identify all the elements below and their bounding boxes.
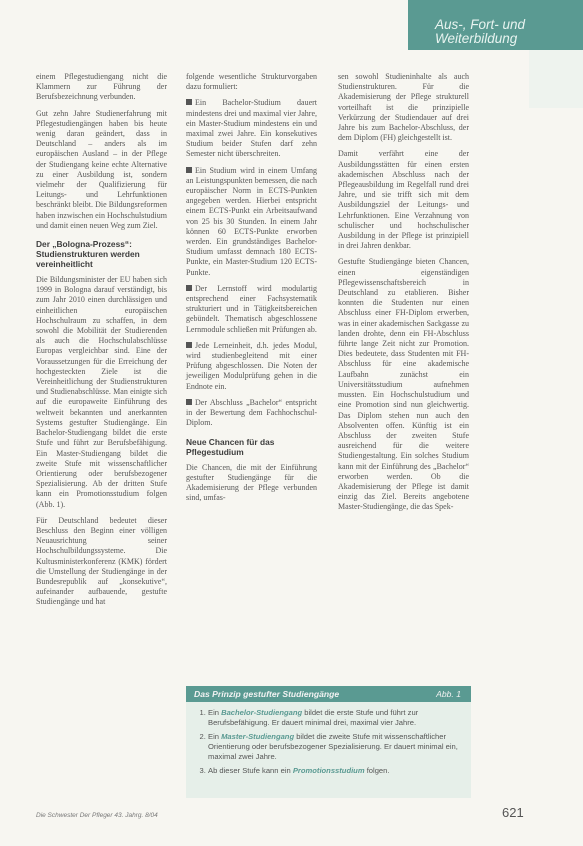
paragraph: Die Bildungsminister der EU haben sich 1999 in Bologna darauf verständigt, bis zum Jahr 2010 einen durchlässigen und einheitlichen europäischen Hochschulraum zu schaffen, in dem sowohl die Mobilität der Studierenden als auch die Hochschulabschlüsse Europas vergleichbar sind. Eine der Voraussetzungen für die Erreichung der hochgesteckten Ziele ist die Vereinheitlichung der Studienstrukturen und Studienabschlüsse. Man einigte sich auf die europaweite Einführung des weltweit bekannten und anerkannten Systems gestufter Studiengänge. Ein Bachelor-Studiengang bildet die erste Stufe und führt zur Berufsbefähigung. Ein Master-Studiengang bildet die zweite Stufe mit wissenschaftlicher Orientierung oder berufsbezogener Spezialisierung. Ab der dritten Stufe kann ein Promotionsstudium folgen (Abb. 1). xyxy=(36,275,167,509)
rubric-line-2: Weiterbildung xyxy=(435,31,518,46)
section-heading: Neue Chancen für das Pflegestudium xyxy=(186,436,275,457)
info-box-header xyxy=(186,686,471,702)
column-1 xyxy=(36,72,167,614)
bullet-item: Jede Lerneinheit, d.h. jedes Modul, wird studienbegleitend mit einer Prüfung abgeschlossen. Die Noten der jeweiligen Modulprüfung gehen in die Endnote ein. xyxy=(186,340,317,391)
list-item: 1. Ein Bachelor-Studiengang bildet die erste Stufe und führt zur Berufsbefähigung. Er dauert minimal drei, maximal vier Jahre. xyxy=(208,708,461,728)
list-item: 2. Ein Master-Studiengang bildet die zweite Stufe mit wissenschaftlicher Orientierung oder berufsbezogener Spezialisierung. Er dauert minimal ein, maximal zwei Jahre. xyxy=(208,732,461,762)
paragraph: Gestufte Studiengänge bieten Chancen, einen eigenständigen Pflegewissenschaftsbereich in Deutschland zu etablieren. Bisher konnten die Studenten nur einen Abschluss einer FH-Diplom erwerben, was in einer akademischen Sackgasse zu landen drohte, denn ein FH-Abschluss führte lange Zeit nicht zur Promotion. Dies bedeutete, dass Studenten mit FH-Abschluss für eine akademische Laufbahn zunächst ein Universitätsstudium aufnehmen mussten. Ein Hochschulstudium und eine Promotion sind nun gleichwertig. Das Diplom stehen nun auch den Absolventen offen. Künftig ist ein Abschluss der zweiten Stufe ausreichend für die weitere Studiengestaltung. Ein solches Studium kann mit der Einführung des „Bachelor“ erworben werden. Ob die Akademisierung der Pflege ist damit einzig das Ziel. Bereits angebotene Master-Studiengänge, die das Spek- xyxy=(338,257,469,512)
paragraph: Die Chancen, die mit der Einführung gestufter Studiengänge für die Akademisierung der Pflege verbunden sind, umfas- xyxy=(186,462,317,503)
footer-source: Die Schwester Der Pfleger 43. Jahrg. 8/04 xyxy=(36,812,158,819)
paragraph: Damit verfährt eine der Ausbildungsstätten für einen ersten akademischen Abschluss nach der Pflegeausbildung im Regelfall rund drei Jahre, und sie trifft sich mit dem Ausbildungsziel der Leitungs- und Lehrfunktionen. Eine Verzahnung von schulischer und hochschulischer Ausbildung in der Pflege ist prinzipiell in drei Jahren denkbar. xyxy=(338,149,469,251)
column-2 xyxy=(186,72,317,509)
rubric-line-1: Aus-, Fort- und xyxy=(435,17,526,32)
paragraph: einem Pflegestudiengang nicht die Klammern zur Führung der Berufsbezeichnung verbunden. xyxy=(36,72,167,102)
bullet-item: Ein Studium wird in einem Umfang an Leistungspunkten bemessen, die nach europäischer Norm in ECTS-Punkten angegeben werden. Hierbei entspricht einem ECTS-Punkt ein Arbeitsaufwand von 25 bis 30 Stunden. In einem Jahr können 60 ECTS-Punkte erworben werden. Ein grundständiges Bachelor-Studium umfasst demnach 180 ECTS-Punkte, ein Master-Studium 120 ECTS-Punkte. xyxy=(186,165,317,277)
bullet-item: Der Abschluss „Bachelor“ entspricht in der Bewertung dem Fachhochschul-Diplom. xyxy=(186,397,317,428)
section-heading: Der „Bologna-Prozess“: Studienstrukturen werden vereinheitlicht xyxy=(36,239,140,270)
bullet-item: Ein Bachelor-Studium dauert mindestens drei und maximal vier Jahre, ein Master-Studium mindestens ein und maximal zwei Jahre. Ein konsekutives Studium beider Stufen darf zehn Semester nicht überschreiten. xyxy=(186,98,317,159)
page-number: 621 xyxy=(502,805,524,820)
paragraph: sen sowohl Studieninhalte als auch Studienstrukturen. Für die Akademisierung der Pflege strukturell vorteilhaft ist die prinzipielle Verkürzung der Studiendauer auf drei Jahre bis zum Bachelor-Abschluss, der dem Diplom (FH) gleichgestellt ist. xyxy=(338,72,469,143)
info-box xyxy=(186,686,471,798)
paragraph: Für Deutschland bedeutet dieser Beschluss den Beginn einer völligen Neuausrichtung seiner Hochschulbildungssysteme. Die Kultusministerkonferenz (KMK) fördert die Umstellung der Studiengänge in der Bundesrepublik auf „konsekutive“, aufeinander aufbauende, gestufte Studiengänge und hat xyxy=(36,515,167,607)
paragraph: Gut zehn Jahre Studienerfahrung mit Pflegestudiengängen haben bis heute wenig daran geändert, dass in Deutschland – anders als im europäischen Ausland – in der Pflege der Studiengang keine echte Alternative zu einer Ausbildung ist, sondern vielmehr der Qualifizierung für Leitungs- und Lehrfunktionen beschränkt bleibt. Die Bildungsreformen haben inzwischen ein Hochschulstudium und damit einen neuen Weg zum Ziel. xyxy=(36,108,167,230)
figure-label: Abb. 1 xyxy=(436,689,461,699)
info-box-list xyxy=(186,708,471,776)
paragraph: folgende wesentliche Strukturvorgaben dazu formuliert: xyxy=(186,72,317,92)
bullet-item: Der Lernstoff wird modulartig entsprechend einer Fachsystematik strukturiert und in Tätigkeitsbereichen gebündelt. Thematisch abgeschlossene Lernmodule schließen mit Prüfungen ab. xyxy=(186,283,317,334)
column-3 xyxy=(338,72,469,519)
list-item: 3. Ab dieser Stufe kann ein Promotionsstudium folgen. xyxy=(208,766,461,776)
section-rubric xyxy=(408,0,583,50)
info-box-title: Das Prinzip gestufter Studiengänge xyxy=(194,689,340,699)
side-band xyxy=(529,50,583,108)
